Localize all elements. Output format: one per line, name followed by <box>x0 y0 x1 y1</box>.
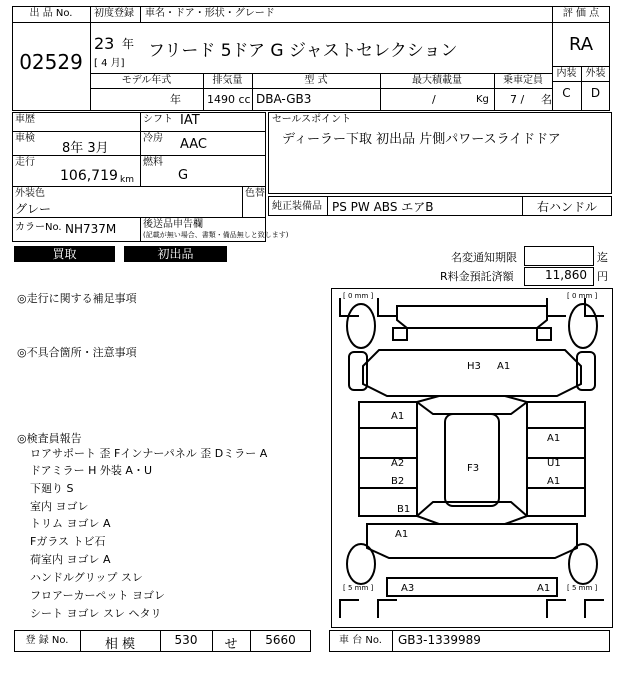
ac-value: AAC <box>180 137 207 152</box>
remark-line: ハンドルグリップ スレ <box>30 571 143 584</box>
notice-deadline-unit: 迄 <box>597 251 608 264</box>
mileage-label: 走行 <box>15 157 35 168</box>
damage-mark-rear-a3: A3 <box>401 583 415 594</box>
remark-line: 下廻り S <box>30 482 74 495</box>
damage-mark-left-rear-b1: B1 <box>397 504 411 515</box>
sales-point-label: セールスポイント <box>272 114 352 125</box>
notice-deadline-label: 名変通知期限 <box>451 251 517 264</box>
color-no-label: カラーNo. <box>15 222 62 233</box>
interior-label: 内装 <box>556 68 577 79</box>
steering-value: 右ハンドル <box>537 200 598 214</box>
capacity-unit: 名 <box>541 93 552 106</box>
max-load-unit: Kg <box>476 94 489 105</box>
type-value: DBA-GB3 <box>256 92 312 106</box>
chassis-value: GB3-1339989 <box>398 633 481 647</box>
post-delivery-label: 後送品申告欄 <box>143 219 203 230</box>
capacity-value: 7 / <box>510 93 525 106</box>
damage-mark-hood-a1: A1 <box>497 361 511 372</box>
inspection-value: 8年 3月 <box>62 141 109 156</box>
equipment-label: 純正装備品 <box>272 201 322 212</box>
recycle-fee-value: 11,860 <box>545 268 587 282</box>
damage-mark-left-door-b2: B2 <box>391 476 405 487</box>
fuel-value: G <box>178 168 189 183</box>
exterior-label: 外装 <box>585 68 606 79</box>
exterior-color-value: グレー <box>15 202 52 216</box>
first-reg-label: 初度登録 <box>94 8 134 19</box>
remark-line: ドアミラー H 外装 A・U <box>30 464 153 477</box>
score-label: 評 価 点 <box>562 8 600 19</box>
damage-mark-right-door-u1: U1 <box>547 458 561 469</box>
sales-point-text: ディーラー下取 初出品 片側パワースライドドア <box>282 132 561 147</box>
lot-label: 出 品 No. <box>29 8 73 19</box>
mileage-value: 106,719 <box>60 168 118 184</box>
exterior-grade: D <box>590 86 601 100</box>
defect-label: ◎不具合箇所・注意事項 <box>17 346 137 359</box>
recycle-fee-label: R料金預託済額 <box>440 270 514 283</box>
max-load-label: 最大積載量 <box>412 75 462 86</box>
damage-mark-left-front: A1 <box>391 411 405 422</box>
remark-line: トリム ヨゴレ A <box>30 517 111 530</box>
first-reg-month: [ 4 月] <box>94 58 125 69</box>
tire-depth-rear-left: [ 5 mm ] <box>343 584 374 592</box>
history-label: 車歴 <box>15 114 35 125</box>
model-year-value: 年 <box>170 93 181 106</box>
remark-line: Fガラス トビ石 <box>30 535 106 548</box>
remark-line: シート ヨゴレ スレ ヘタリ <box>30 607 162 620</box>
overall-score: RA <box>568 34 594 55</box>
supplement-label: ◎走行に関する補足事項 <box>17 292 137 305</box>
car-damage-diagram <box>331 288 613 628</box>
interior-grade: C <box>562 86 571 100</box>
buy-bar: 買取 <box>14 246 115 262</box>
fuel-label: 燃料 <box>143 157 163 168</box>
damage-mark-left-door-a2: A2 <box>391 458 405 469</box>
remark-line: フロアーカーペット ヨゴレ <box>30 589 165 602</box>
registration-class: 530 <box>174 633 198 647</box>
remark-line: 室内 ヨゴレ <box>30 500 89 513</box>
mileage-unit: km <box>120 175 134 185</box>
tire-depth-front-right: [ 0 mm ] <box>567 292 598 300</box>
registration-kana: せ <box>224 637 238 652</box>
exterior-color-label: 外装色 <box>15 188 45 199</box>
recycle-fee-unit: 円 <box>597 270 608 283</box>
max-load-value: / <box>432 93 436 106</box>
first-listing-bar: 初出品 <box>124 246 227 262</box>
displacement-label: 排気量 <box>212 75 243 86</box>
color-no-value: NH737M <box>65 222 117 236</box>
color-change-label: 色替 <box>245 188 265 199</box>
inspection-label: 車検 <box>15 133 35 144</box>
first-reg-year: 23 <box>94 34 115 53</box>
inspector-label: ◎検査員報告 <box>17 432 82 445</box>
damage-mark-right-door-a1: A1 <box>547 476 561 487</box>
post-delivery-note: (記載が無い場合、書類・備品無しと致します) <box>143 231 289 239</box>
ac-label: 冷房 <box>143 133 163 144</box>
remark-line: ロアサポート 歪 Fインナーパネル 歪 Dミラー A <box>30 447 268 460</box>
damage-mark-rear-a1: A1 <box>537 583 551 594</box>
equipment-value: PS PW ABS エアB <box>332 200 434 214</box>
remark-line: 荷室内 ヨゴレ A <box>30 553 111 566</box>
car-name: フリード 5ドア G ジャストセレクション <box>148 41 458 61</box>
damage-mark-hood-h3: H3 <box>467 361 481 372</box>
damage-mark-left-rear-a1: A1 <box>395 529 409 540</box>
tire-depth-rear-right: [ 5 mm ] <box>567 584 598 592</box>
model-year-label: モデル年式 <box>121 75 172 86</box>
capacity-label: 乗車定員 <box>503 75 543 86</box>
damage-mark-right-front: A1 <box>547 433 561 444</box>
notice-deadline-field <box>524 246 594 266</box>
shift-label: シフト <box>143 114 173 125</box>
first-reg-year-unit: 年 <box>122 37 135 51</box>
registration-place: 相 模 <box>104 637 136 652</box>
chassis-label: 車 台 No. <box>339 635 382 646</box>
registration-number: 5660 <box>265 633 296 647</box>
registration-label: 登 録 No. <box>25 635 69 646</box>
type-label: 型 式 <box>304 75 328 86</box>
shift-value: IAT <box>180 113 200 128</box>
lot-number: 02529 <box>19 50 83 74</box>
car-name-label: 車名・ドア・形状・グレード <box>145 8 275 19</box>
displacement-value: 1490 cc <box>207 93 251 106</box>
damage-mark-center-f3: F3 <box>467 463 480 474</box>
tire-depth-front-left: [ 0 mm ] <box>343 292 374 300</box>
